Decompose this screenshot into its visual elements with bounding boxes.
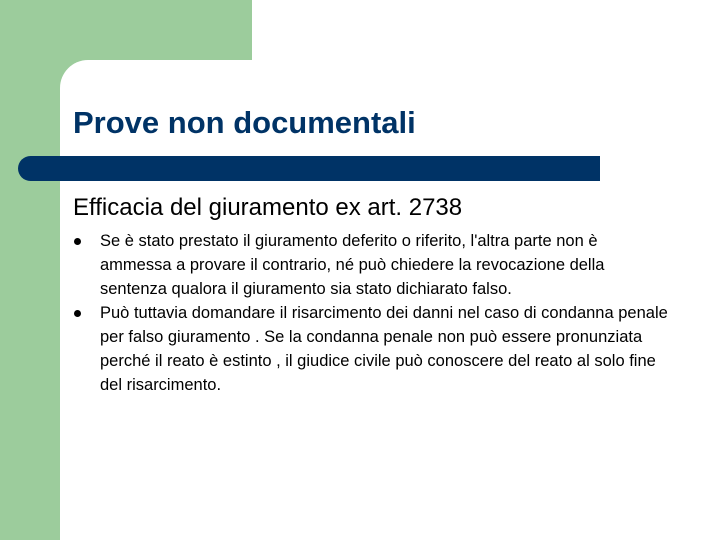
bullet-dot-icon: [74, 238, 81, 245]
bullet-text: Se è stato prestato il giuramento deferito o riferito, l'altra parte non è ammessa a provare il contrario, né può chiedere la revocazione della sentenza qualora il giuramento sia stato dichiarato falso.: [100, 232, 605, 298]
slide-subtitle: Efficacia del giuramento ex art. 2738: [73, 194, 463, 221]
bullet-item: [73, 301, 673, 397]
bullet-text: Può tuttavia domandare il risarcimento dei danni nel caso di condanna penale per falso giuramento . Se la condanna penale non può essere pronunziata perché il reato è estinto , il giudice civile può conoscere del reato al solo fine del risarcimento.: [100, 304, 668, 394]
title-underline-bar: [18, 156, 600, 181]
bullet-list: [73, 229, 673, 397]
bullet-dot-icon: [74, 310, 81, 317]
slide-title: Prove non documentali: [73, 105, 416, 140]
bullet-item: [73, 229, 673, 301]
